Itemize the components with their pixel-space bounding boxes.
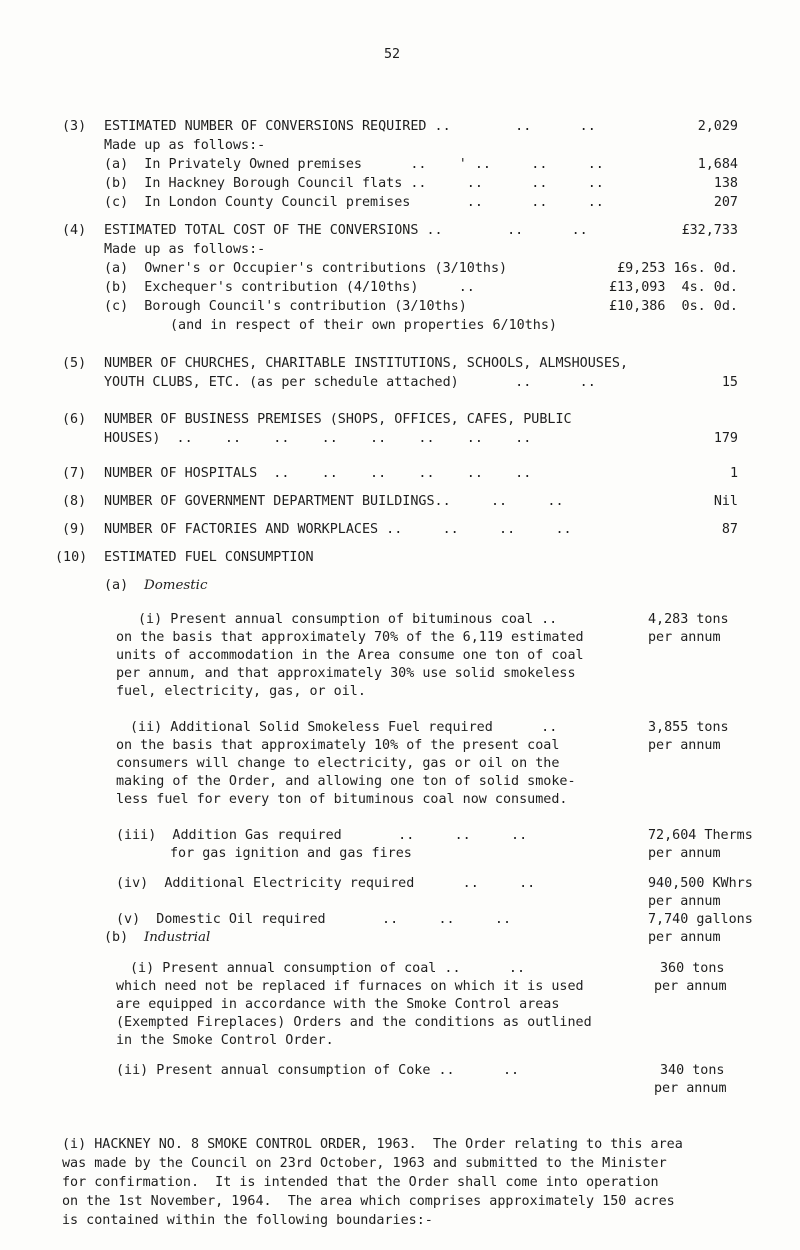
section-5-value: 15	[721, 375, 738, 390]
industrial-ii-value: 340 tons	[660, 1063, 725, 1078]
subsection-b-title: Industrial	[144, 930, 211, 945]
section-10-number: (10)	[55, 550, 88, 565]
section-4-row-a-label: (a) Owner's or Occupier's contributions (3/10ths)	[104, 261, 508, 276]
section-4-note: (and in respect of their own properties 6/10ths)	[170, 318, 557, 333]
domestic-ii-line-3: consumers will change to electricity, gas or oil on the	[116, 756, 560, 771]
section-3-row-c-value: 207	[713, 195, 738, 210]
section-3-row-b-label: (b) In Hackney Borough Council flats .. .. .. ..	[104, 176, 604, 191]
domestic-iv-label: (iv) Additional Electricity required .. ..	[116, 876, 536, 891]
domestic-v-unit: per annum	[648, 930, 721, 945]
industrial-ii-label: (ii) Present annual consumption of Coke .. ..	[116, 1063, 520, 1078]
section-4-total: £32,733	[681, 223, 738, 238]
section-4-title: ESTIMATED TOTAL COST OF THE CONVERSIONS .. .. ..	[104, 223, 588, 238]
section-8-number: (8)	[62, 494, 87, 509]
section-4-row-b-value: £13,093 4s. 0d.	[609, 280, 738, 295]
domestic-i-line-1: (i) Present annual consumption of bituminous coal ..	[138, 612, 558, 627]
domestic-v-label: (v) Domestic Oil required .. .. ..	[116, 912, 512, 927]
domestic-iii-line-1: (iii) Addition Gas required .. .. ..	[116, 828, 528, 843]
page-number: 52	[384, 47, 401, 62]
section-3-made-up: Made up as follows:-	[104, 138, 266, 153]
section-5-line-1: NUMBER OF CHURCHES, CHARITABLE INSTITUTIONS, SCHOOLS, ALMSHOUSES,	[104, 356, 629, 371]
domestic-iv-unit: per annum	[648, 894, 721, 909]
domestic-i-line-2: on the basis that approximately 70% of the 6,119 estimated	[116, 630, 584, 645]
section-4-row-b-label: (b) Exchequer's contribution (4/10ths) ..	[104, 280, 475, 295]
section-9-number: (9)	[62, 522, 87, 537]
section-6-line-1: NUMBER OF BUSINESS PREMISES (SHOPS, OFFICES, CAFES, PUBLIC	[104, 412, 572, 427]
domestic-i-line-3: units of accommodation in the Area consume one ton of coal	[116, 648, 584, 663]
domestic-ii-line-2: on the basis that approximately 10% of the present coal	[116, 738, 560, 753]
section-5-line-2: YOUTH CLUBS, ETC. (as per schedule attached) .. ..	[104, 375, 596, 390]
domestic-iii-unit: per annum	[648, 846, 721, 861]
industrial-i-line-3: are equipped in accordance with the Smoke Control areas	[116, 997, 560, 1012]
section-4-number: (4)	[62, 223, 87, 238]
domestic-ii-value: 3,855 tons	[648, 720, 729, 735]
section-3-row-b-value: 138	[713, 176, 738, 191]
section-9-value: 87	[721, 522, 738, 537]
section-3-row-a-value: 1,684	[697, 157, 738, 172]
industrial-i-line-2: which need not be replaced if furnaces on which it is used	[116, 979, 584, 994]
industrial-ii-unit: per annum	[654, 1081, 727, 1096]
section-8-value: Nil	[713, 494, 738, 509]
industrial-i-line-4: (Exempted Fireplaces) Orders and the conditions as outlined	[116, 1015, 592, 1030]
section-3-row-c-label: (c) In London County Council premises .. .. ..	[104, 195, 604, 210]
industrial-i-value: 360 tons	[660, 961, 725, 976]
subsection-a-title: Domestic	[144, 578, 208, 593]
footer-line-4: on the 1st November, 1964. The area which comprises approximately 150 acres	[62, 1194, 675, 1209]
section-4-row-c-value: £10,386 0s. 0d.	[609, 299, 738, 314]
section-9-label: NUMBER OF FACTORIES AND WORKPLACES .. .. .. ..	[104, 522, 572, 537]
subsection-b-label: (b)	[104, 930, 129, 945]
domestic-i-line-5: fuel, electricity, gas, or oil.	[116, 684, 366, 699]
footer-line-1: (i) HACKNEY NO. 8 SMOKE CONTROL ORDER, 1963. The Order relating to this area	[62, 1137, 683, 1152]
section-3-total: 2,029	[697, 119, 738, 134]
section-3-row-a-label: (a) In Privately Owned premises .. ' .. .. ..	[104, 157, 604, 172]
industrial-i-unit: per annum	[654, 979, 727, 994]
domestic-i-line-4: per annum, and that approximately 30% use solid smokeless	[116, 666, 576, 681]
domestic-i-value: 4,283 tons	[648, 612, 729, 627]
industrial-i-line-5: in the Smoke Control Order.	[116, 1033, 334, 1048]
section-7-label: NUMBER OF HOSPITALS .. .. .. .. .. ..	[104, 466, 532, 481]
section-3-number: (3)	[62, 119, 87, 134]
section-6-number: (6)	[62, 412, 87, 427]
domestic-v-value: 7,740 gallons	[648, 912, 753, 927]
domestic-iii-line-2: for gas ignition and gas fires	[170, 846, 412, 861]
section-7-value: 1	[729, 466, 738, 481]
footer-line-5: is contained within the following boundaries:-	[62, 1213, 433, 1228]
industrial-i-line-1: (i) Present annual consumption of coal .. ..	[130, 961, 526, 976]
domestic-iii-value: 72,604 Therms	[648, 828, 753, 843]
domestic-ii-line-1: (ii) Additional Solid Smokeless Fuel required ..	[130, 720, 558, 735]
section-4-row-a-value: £9,253 16s. 0d.	[617, 261, 738, 276]
footer-line-3: for confirmation. It is intended that the Order shall come into operation	[62, 1175, 659, 1190]
subsection-a-label: (a)	[104, 578, 129, 593]
section-3-title: ESTIMATED NUMBER OF CONVERSIONS REQUIRED .. .. ..	[104, 119, 596, 134]
section-4-row-c-label: (c) Borough Council's contribution (3/10ths)	[104, 299, 467, 314]
section-8-label: NUMBER OF GOVERNMENT DEPARTMENT BUILDINGS.. .. ..	[104, 494, 564, 509]
domestic-iv-value: 940,500 KWhrs	[648, 876, 753, 891]
footer-line-2: was made by the Council on 23rd October, 1963 and submitted to the Minister	[62, 1156, 667, 1171]
section-10-title: ESTIMATED FUEL CONSUMPTION	[104, 550, 314, 565]
section-5-number: (5)	[62, 356, 87, 371]
domestic-ii-line-5: less fuel for every ton of bituminous coal now consumed.	[116, 792, 568, 807]
section-6-line-2: HOUSES) .. .. .. .. .. .. .. ..	[104, 431, 532, 446]
section-4-made-up: Made up as follows:-	[104, 242, 266, 257]
domestic-ii-line-4: making of the Order, and allowing one ton of solid smoke-	[116, 774, 576, 789]
section-7-number: (7)	[62, 466, 87, 481]
domestic-i-unit: per annum	[648, 630, 721, 645]
domestic-ii-unit: per annum	[648, 738, 721, 753]
section-6-value: 179	[713, 431, 738, 446]
